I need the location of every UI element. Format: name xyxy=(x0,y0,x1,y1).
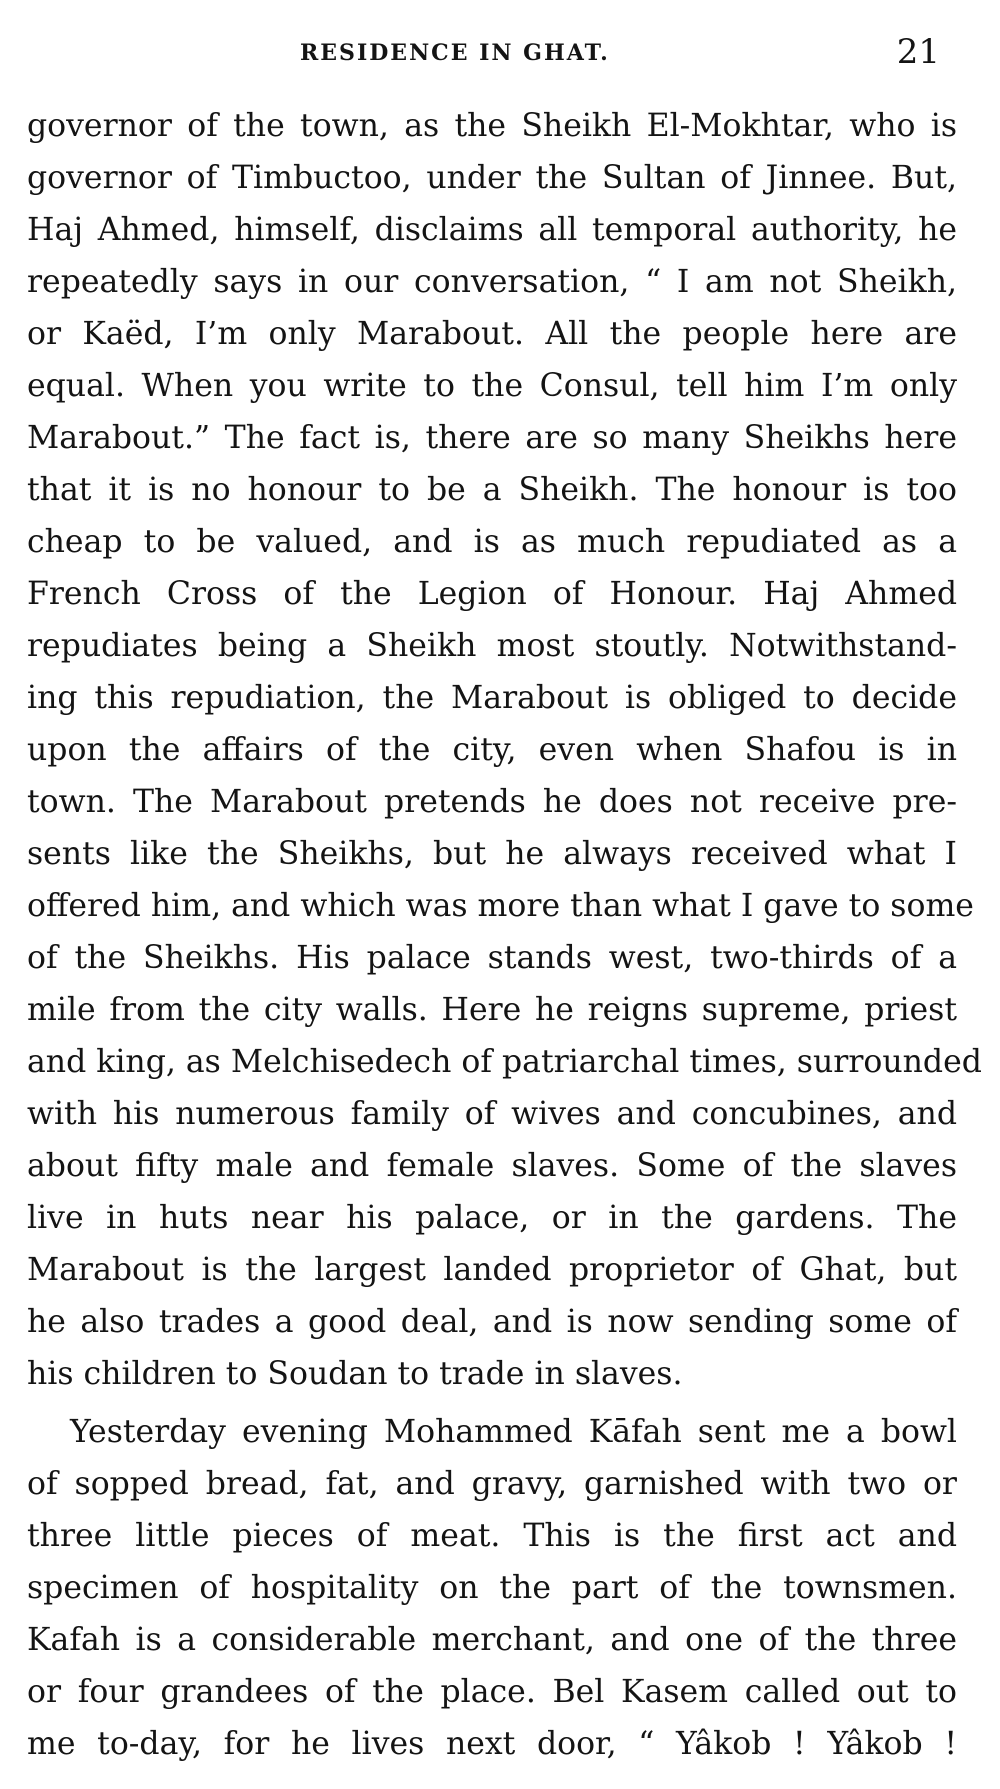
page-body xyxy=(27,100,982,1770)
text-line: of the Sheikhs. His palace stands west, two-thirds of a xyxy=(27,940,957,976)
text-line: me to-day, for he lives next door, “ Yâkob ! Yâkob ! xyxy=(27,1726,957,1762)
text-line: specimen of hospitality on the part of the townsmen. xyxy=(27,1570,957,1606)
text-line: three little pieces of meat. This is the first act and xyxy=(27,1518,957,1554)
running-head: RESIDENCE IN GHAT. xyxy=(300,40,610,66)
text-line: Yesterday evening Mohammed Kāfah sent me a bowl xyxy=(70,1414,957,1450)
text-line: Kafah is a considerable merchant, and one of the three xyxy=(27,1622,957,1658)
text-line: mile from the city walls. Here he reigns supreme, priest xyxy=(27,992,957,1028)
text-line: Marabout.” The fact is, there are so many Sheikhs here xyxy=(27,420,957,456)
text-line: ing this repudiation, the Marabout is obliged to decide xyxy=(27,680,957,716)
text-line: upon the affairs of the city, even when Shafou is in xyxy=(27,732,957,768)
paragraph xyxy=(27,1406,957,1770)
text-line: that it is no honour to be a Sheikh. The honour is too xyxy=(27,472,957,508)
text-line: repeatedly says in our conversation, “ I am not Sheikh, xyxy=(27,264,957,300)
page-number: 21 xyxy=(896,32,940,72)
text-line: or four grandees of the place. Bel Kasem called out to xyxy=(27,1674,957,1710)
page-header xyxy=(300,32,960,82)
text-line: live in huts near his palace, or in the gardens. The xyxy=(27,1200,957,1236)
text-line: with his numerous family of wives and concubines, and xyxy=(27,1096,957,1132)
text-line: about fifty male and female slaves. Some of the slaves xyxy=(27,1148,957,1184)
text-line: offered him, and which was more than what I gave to some xyxy=(27,888,974,924)
text-line: cheap to be valued, and is as much repudiated as a xyxy=(27,524,957,560)
text-line: French Cross of the Legion of Honour. Haj Ahmed xyxy=(27,576,957,612)
text-line: Marabout is the largest landed proprietor of Ghat, but xyxy=(27,1252,957,1288)
text-line: of sopped bread, fat, and gravy, garnished with two or xyxy=(27,1466,957,1502)
text-line: Haj Ahmed, himself, disclaims all temporal authority, he xyxy=(27,212,957,248)
text-line: town. The Marabout pretends he does not receive pre- xyxy=(27,784,957,820)
text-line: and king, as Melchisedech of patriarchal times, surrounded xyxy=(27,1044,982,1080)
text-line: repudiates being a Sheikh most stoutly. Notwithstand- xyxy=(27,628,957,664)
text-line: governor of Timbuctoo, under the Sultan of Jinnee. But, xyxy=(27,160,957,196)
text-line: governor of the town, as the Sheikh El-Mokhtar, who is xyxy=(27,108,957,144)
text-line: equal. When you write to the Consul, tell him I’m only xyxy=(27,368,957,404)
text-line: he also trades a good deal, and is now sending some of xyxy=(27,1304,957,1340)
text-line: his children to Soudan to trade in slaves. xyxy=(27,1356,683,1392)
paragraph xyxy=(27,100,982,1400)
text-line: sents like the Sheikhs, but he always received what I xyxy=(27,836,957,872)
text-line: or Kaëd, I’m only Marabout. All the people here are xyxy=(27,316,957,352)
